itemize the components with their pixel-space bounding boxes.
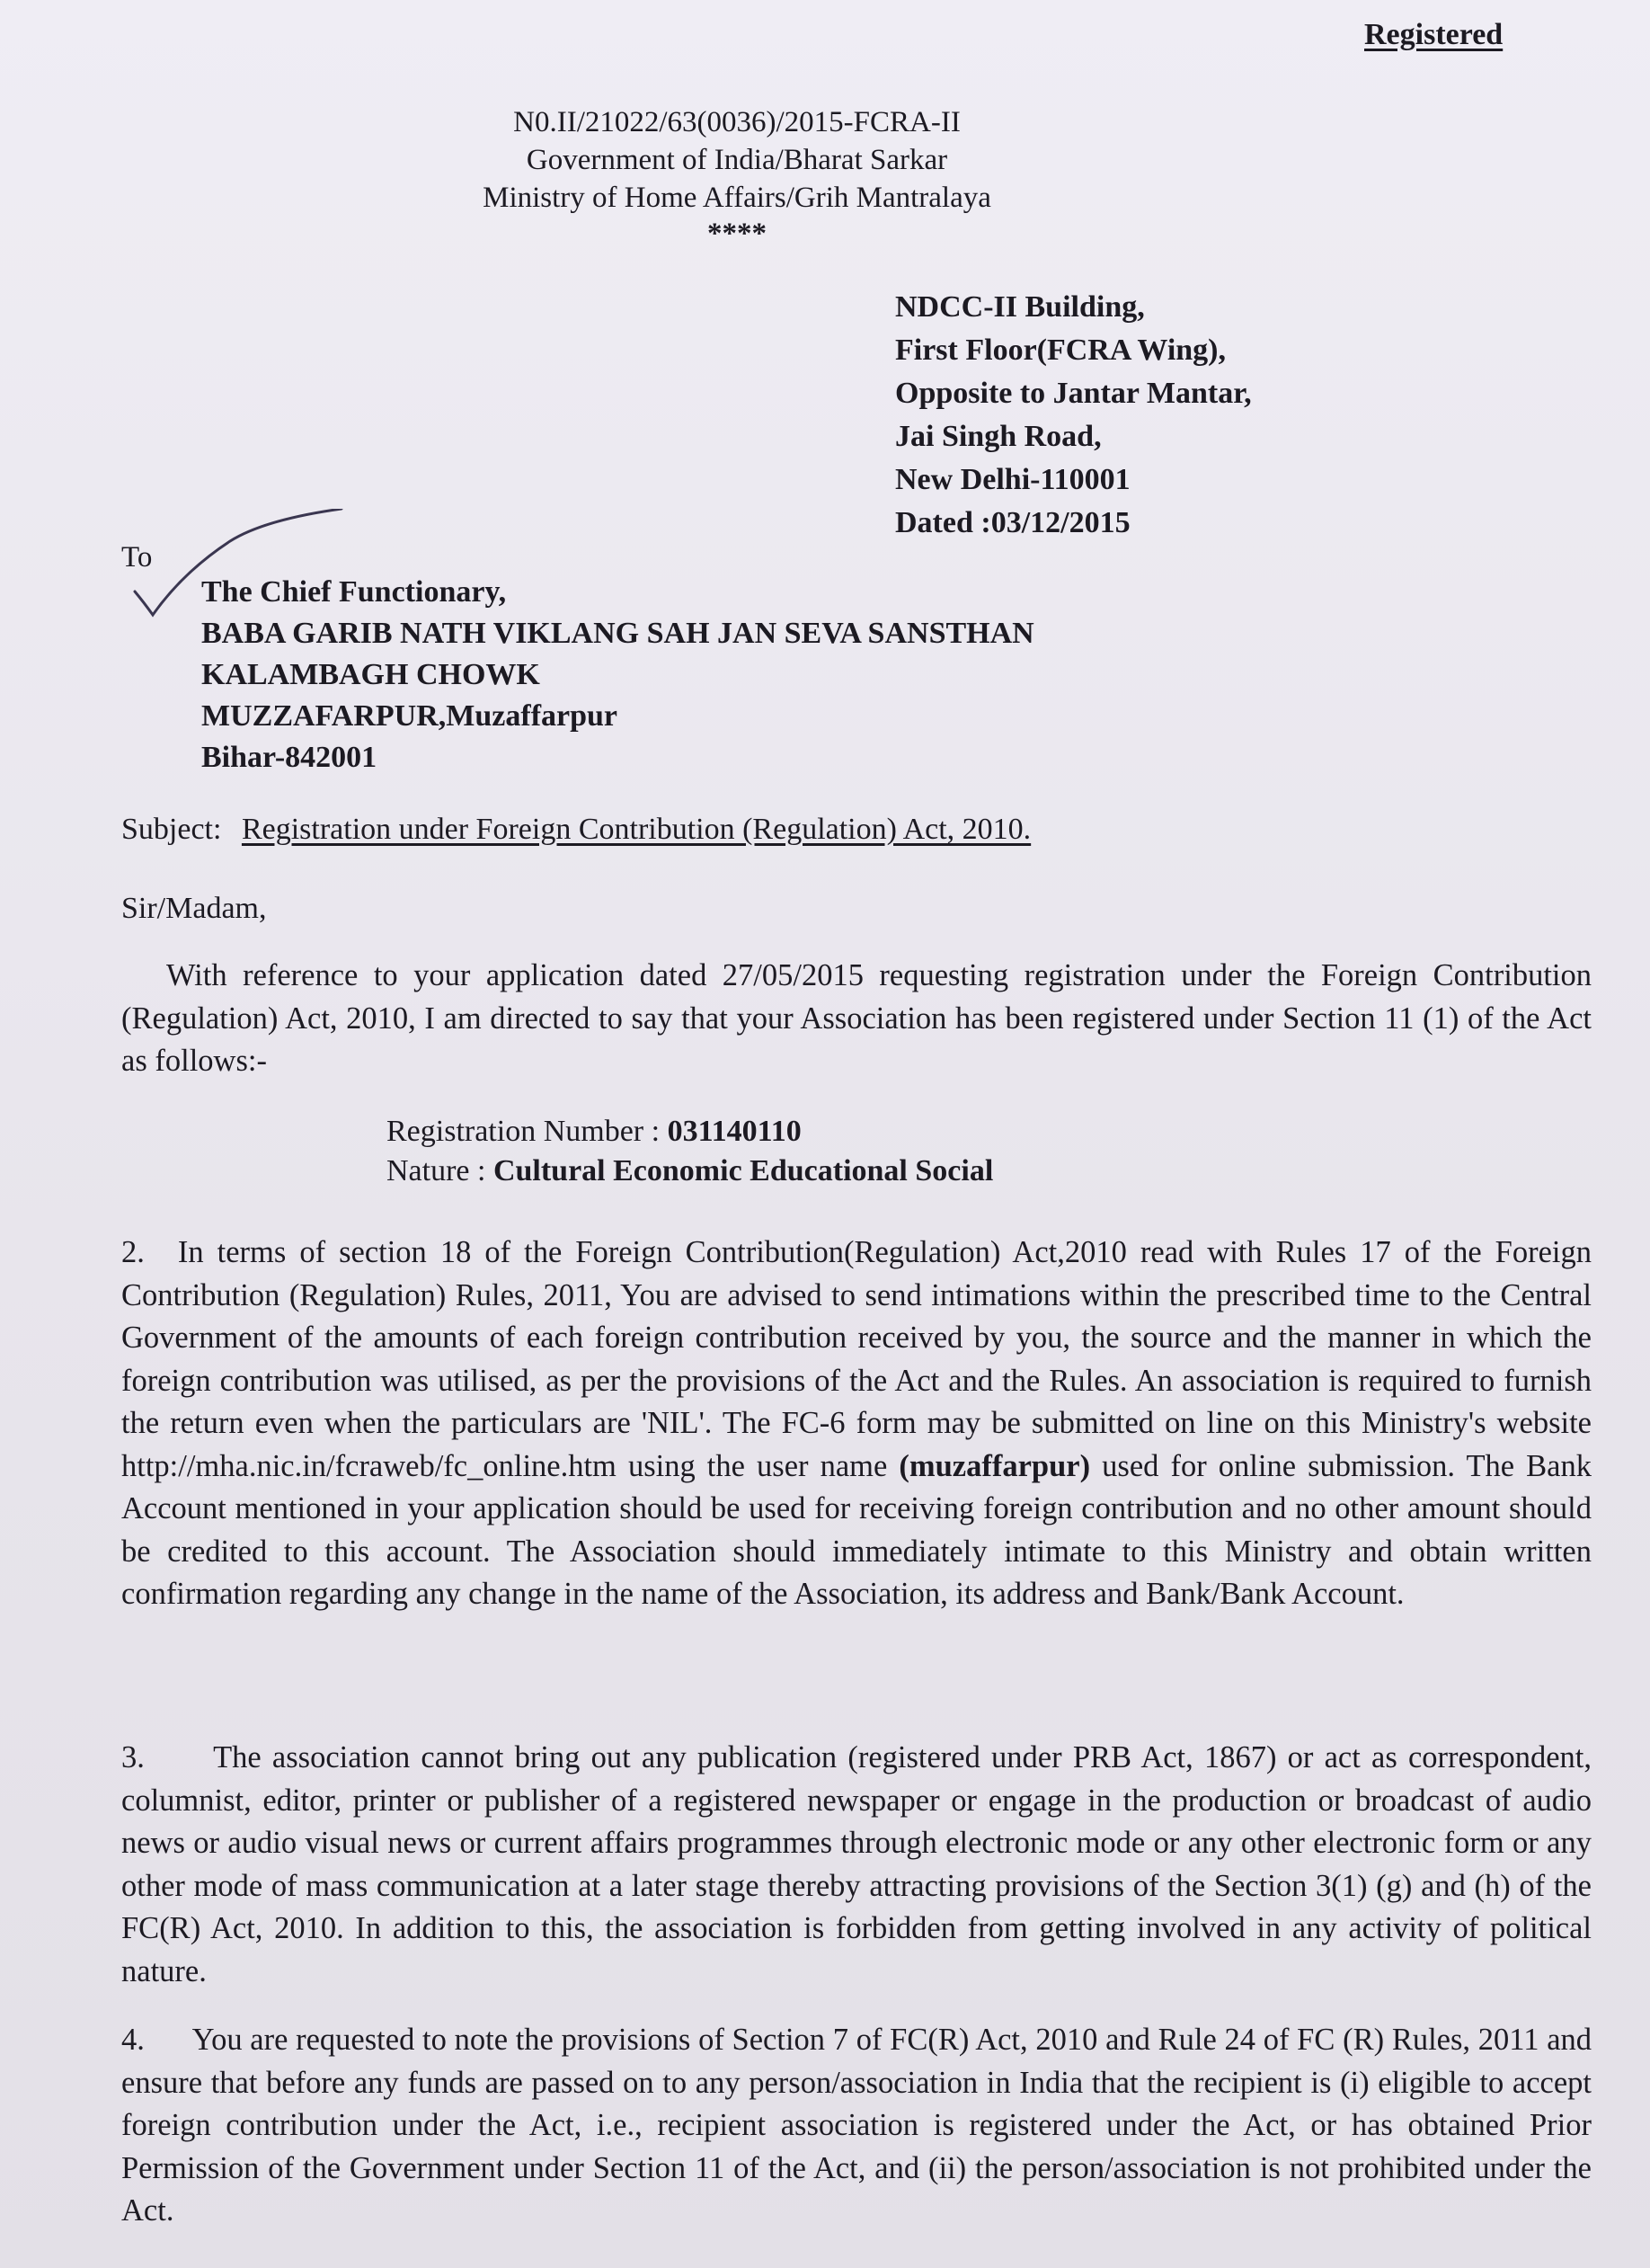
sender-address [895, 286, 1252, 545]
address-line: First Floor(FCRA Wing), [895, 334, 1226, 367]
registration-nature-line [386, 1154, 993, 1188]
registration-nature: Cultural Economic Educational Social [492, 1154, 994, 1187]
paragraph-text: You are requested to note the provisions of Section 7 of FC(R) Act, 2010 and Rule 24 of FC (R) Rules, 2011 and ensure that before any funds are passed on to any person/association in India that the recipient is (i) eligible to accept foreign contribution under the Act, i.e., recipient association is registered under the Act, or has obtained Prior Permission of the Government under Section 11 of the Act, and (ii) the person/association is not prohibited under the Act. [121, 2023, 1592, 2228]
intro-paragraph: With reference to your application dated 27/05/2015 requesting registration under the Foreign Contribution (Regulation) Act, 2010, I am directed to say that your Association has been registered under Section 11 (1) of the Act as follows:- [121, 958, 1592, 1078]
recipient-state-pin: Bihar-842001 [201, 741, 377, 774]
government-line: Government of India/Bharat Sarkar [526, 144, 948, 176]
header-stars: **** [707, 218, 767, 250]
letter-date: Dated :03/12/2015 [895, 506, 1131, 539]
recipient-title: The Chief Functionary, [201, 575, 507, 609]
address-line: Opposite to Jantar Mantar, [895, 377, 1252, 410]
paragraph-2 [121, 1232, 1592, 1616]
paragraph-3 [121, 1737, 1592, 1993]
address-line: NDCC-II Building, [895, 290, 1145, 324]
paragraph-4 [121, 2019, 1592, 2233]
recipient-street: KALAMBAGH CHOWK [201, 658, 540, 691]
recipient-city: MUZZAFARPUR,Muzaffarpur [201, 699, 618, 733]
salutation: Sir/Madam, [121, 892, 267, 925]
address-line: New Delhi-110001 [895, 463, 1131, 496]
ministry-line: Ministry of Home Affairs/Grih Mantralaya [483, 182, 991, 214]
paragraph-number: 4. [121, 2023, 145, 2057]
handwritten-tick-mark [129, 509, 345, 635]
subject-label: Subject: [121, 813, 222, 846]
recipient-organisation: BABA GARIB NATH VIKLANG SAH JAN SEVA SANSTHAN [201, 617, 1034, 650]
file-number: N0.II/21022/63(0036)/2015-FCRA-II [513, 106, 961, 138]
paragraph-text: The association cannot bring out any publication (registered under PRB Act, 1867) or act as correspondent, columnist, editor, printer or publisher of a registered newspaper or engage in the production or broadcast of audio news or audio visual news or current affairs programmes through electronic mode or any other electronic form or any other mode of mass communication at a later stage thereby attracting provisions of the Section 3(1) (g) and (h) of the FC(R) Act, 2010. In addition to this, the association is forbidden from getting involved in any activity of political nature. [121, 1740, 1592, 1988]
paragraph-number: 2. [121, 1235, 145, 1269]
paragraph-text: In terms of section 18 of the Foreign Contribution(Regulation) Act,2010 read with Rules 17 of the Foreign Contribution (Regulation) Rules, 2011, You are advised to send intimations within the prescribed time to the Central Government of the amounts of each foreign contribution received by you, the source and the manner in which the foreign contribution was utilised, as per the provisions of the Act and the Rules. An association is required to furnish the return even when the particulars are 'NIL'. The FC-6 form may be submitted on line on this Ministry's website http://mha.nic.in/fcraweb/fc_online.htm using the user name [121, 1235, 1592, 1483]
subject-line [121, 813, 1031, 847]
paragraph-number: 3. [121, 1740, 145, 1774]
registration-number-label: Registration Number : [386, 1115, 668, 1148]
registration-nature-label: Nature : [386, 1154, 493, 1187]
paragraph-text: used for online submission. The Bank Account mentioned in your application should be used for receiving foreign contribution and no other amount should be credited to this account. The Association should immediately intimate to this Ministry and obtain written confirmation regarding any change in the name of the Association, its address and Bank/Bank Account. [121, 1448, 1592, 1611]
registration-number-line [386, 1115, 802, 1149]
registration-number: 031140110 [667, 1115, 802, 1148]
registered-stamp: Registered [1364, 18, 1504, 51]
online-username: (muzaffarpur) [899, 1448, 1091, 1483]
subject-text: Registration under Foreign Contribution (Regulation) Act, 2010. [241, 813, 1032, 846]
to-label: To [121, 541, 153, 574]
address-line: Jai Singh Road, [895, 420, 1102, 453]
